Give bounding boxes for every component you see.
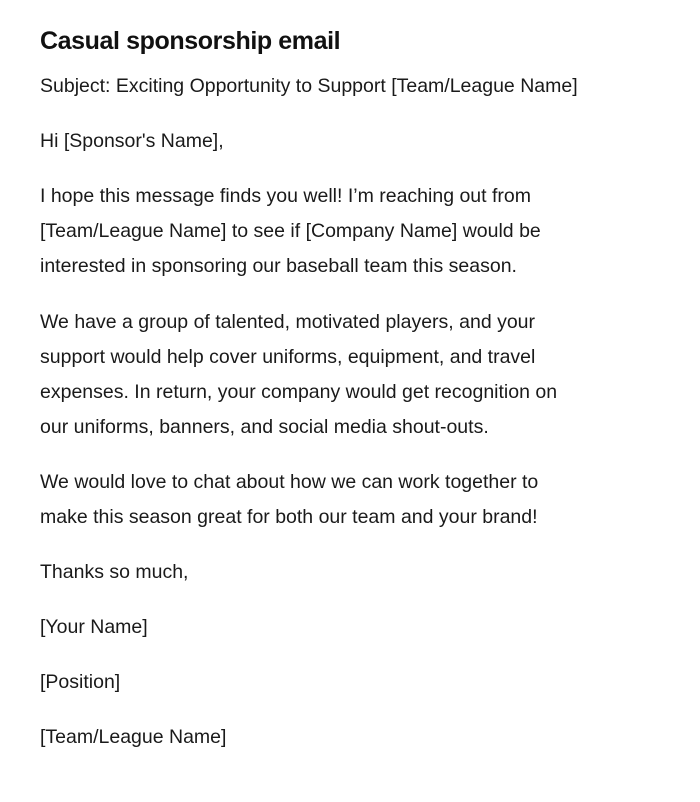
email-subject-line: Subject: Exciting Opportunity to Support [Team/League Name]	[40, 75, 578, 97]
signature-position: [Position]	[40, 671, 121, 693]
email-greeting: Hi [Sponsor's Name],	[40, 130, 224, 152]
email-paragraph-benefits: We have a group of talented, motivated players, and your support would help cover uniforms, equipment, and travel expenses. In return, your company would get recognition on our uniforms, banners, and social media shout-outs.	[40, 311, 558, 438]
email-paragraph-intro: I hope this message finds you well! I’m reaching out from [Team/League Name] to see if [Company Name] would be interested in sponsoring our baseball team this season.	[40, 185, 541, 277]
signature-team: [Team/League Name]	[40, 726, 227, 748]
email-paragraph-call-to-action: We would love to chat about how we can work together to make this season great for both our team and your brand!	[40, 471, 539, 528]
document-title: Casual sponsorship email	[40, 27, 341, 55]
signature-name: [Your Name]	[40, 616, 148, 638]
email-signoff: Thanks so much,	[40, 561, 189, 583]
